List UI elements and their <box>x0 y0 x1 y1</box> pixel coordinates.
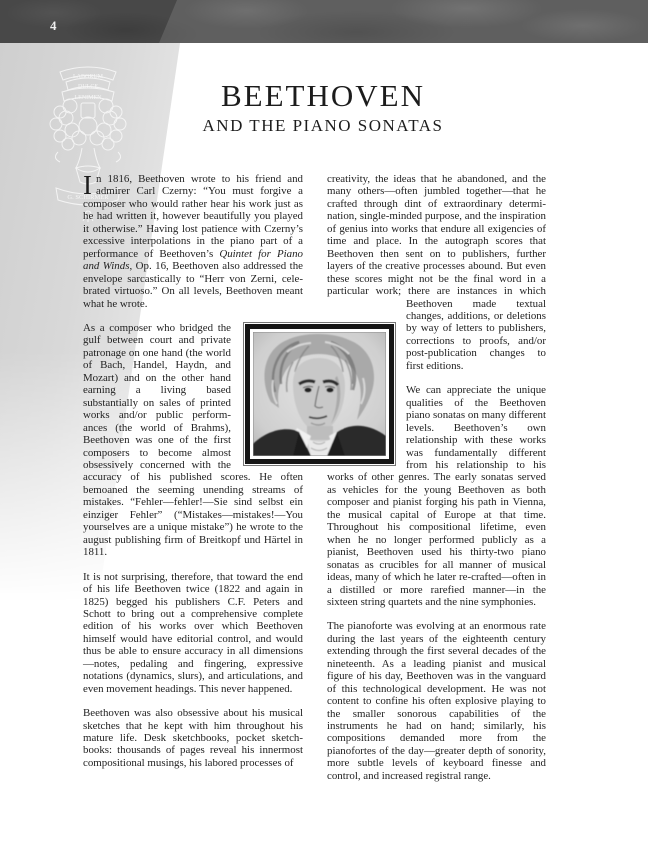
portrait-frame <box>245 324 394 464</box>
crest-motto-line3: LENIMEN <box>74 95 102 101</box>
paragraph-3 <box>83 571 303 696</box>
left-column <box>83 170 303 794</box>
crest-motto-line1: LABORUM <box>72 74 104 80</box>
crest-motto-line2: DULCE <box>78 84 98 90</box>
paragraph-1 <box>83 170 303 310</box>
page-subtitle: AND THE PIANO SONATAS <box>202 116 444 135</box>
beethoven-portrait <box>243 322 396 466</box>
paragraph-1-text-b: , Op. 16, Beethoven also addressed the envelope sarcastically to “Herr von Zerni, celebrated virtuoso.” On all levels, Beethoven meant what he wrote. <box>83 260 303 310</box>
page-title: BEETHOVEN <box>221 78 425 113</box>
dropcap-letter: I <box>83 170 92 200</box>
paragraph-7-text: The pianoforte was evolving at an enormous rate during the last years of the eighteenth century extending through the first several decades of the nineteenth. As a leading pianist and musical figure of his day, Beethoven was in the vanguard of this technological development. He was not content to confine his often explosive playing to the smaller sonorous capabilities of the instruments he had on hand; similarly, his compositions demanded more from the pianofortes of the day—greater depth of sonority, more subtle levels of keyboard finesse and control, and increased registral range. <box>327 620 546 782</box>
paragraph-4 <box>83 707 303 769</box>
paragraph-1-text-a: n 1816, Beethoven wrote to his friend and admirer Carl Czerny: “You must forgive a composer who would rather hear his work just as he had written it, however beautifully you played it otherwise.” Having lost patience with Czerny’s excessive interpolations in the piano part of a performance of Beethoven’s <box>83 173 303 260</box>
work-title-italic: Quintet for Piano and Winds <box>83 247 303 273</box>
paragraph-2-text: As a composer who bridged the gulf between court and private patronage on one hand (the world of Bach, Handel, Haydn, and Mozart) and on the other hand earning a living based substantially on sales of printed works and/or public performances (the world of Brahms), Beethoven was one of the first composers to become almost obsessively concerned with the accuracy of his published scores. He often bemoaned the seeming unending streams of mistakes. “Fehler—fehler!—Sie sind selbst ein einziger Fehler” (“Mistakes—mistakes!—You yourselves are a unique mistake”) he wrote to the august publishing firm of Breitkopf und Härtel in 1811. <box>83 321 303 559</box>
chapter-title-block <box>123 80 523 136</box>
body-text <box>83 170 546 794</box>
paragraph-7 <box>327 620 546 782</box>
beethoven-portrait-image <box>253 332 386 456</box>
right-column <box>327 173 546 794</box>
header-band-dark-corner <box>0 0 180 43</box>
paragraph-4-text: Beethoven was also obsessive about his musical sketches that he kept with him throughout his mature life. Desk sketchbooks, pocket sketchbooks: thousands of pages reveal his innermost compositional musings, his labored processes of <box>83 707 303 769</box>
paragraph-5-text-a: creativity, the ideas that he abandoned, and the many others—often jumbled together—that he crafted through dint of extraordinary determination, single-minded purpose, and the inspiration of genius into works that endure all exigencies of time and place. In the autograph scores that Beethoven then sent on to publishers, further layers of the creative processes abound. But even these scores might not be the final word in a particular work; there are instances in which <box>327 173 546 298</box>
paragraph-6-text: We can appreciate the unique qualities of the Beethoven piano sonatas on many different levels. Beethoven’s own relationship with these works was fundamentally different from his relationship to his works of other genres. The early sonatas served as vehicles for the young Beethoven as both composer and pianist forging his path in Vienna, the musical capital of Europe at that time. Throughout his compositional lifetime, even when he no longer performed publicly as a pianist, Beethoven used his thirty-two piano sonatas as crucibles for all manner of musical ideas, many of which he later re-crafted—often in a distilled or more rarefied manner—in the sixteen string quartets and the nine symphonies. <box>327 384 546 608</box>
crest-publisher-name: G. SCHIRMER <box>67 194 109 201</box>
paragraph-5-text-b: Beethoven made textual changes, additions, or deletions by way of letters to publishers, corrections to proofs, and/or post-publication changes to first editions. <box>406 297 546 372</box>
page-number: 4 <box>50 18 57 33</box>
paragraph-3-text: It is not surprising, therefore, that toward the end of his life Beethoven twice (1822 and again in 1825) begged his publishers C.F. Peters and Schott to bring out a comprehensive complete edition of his works over which Beethoven himself would have editorial control, and would thus be able to ensure accuracy in all dimensions—notes, pedaling and fingering, expressive notations (dynamics, slurs), and articulations, and even movement headings. This never happened. <box>83 570 303 695</box>
